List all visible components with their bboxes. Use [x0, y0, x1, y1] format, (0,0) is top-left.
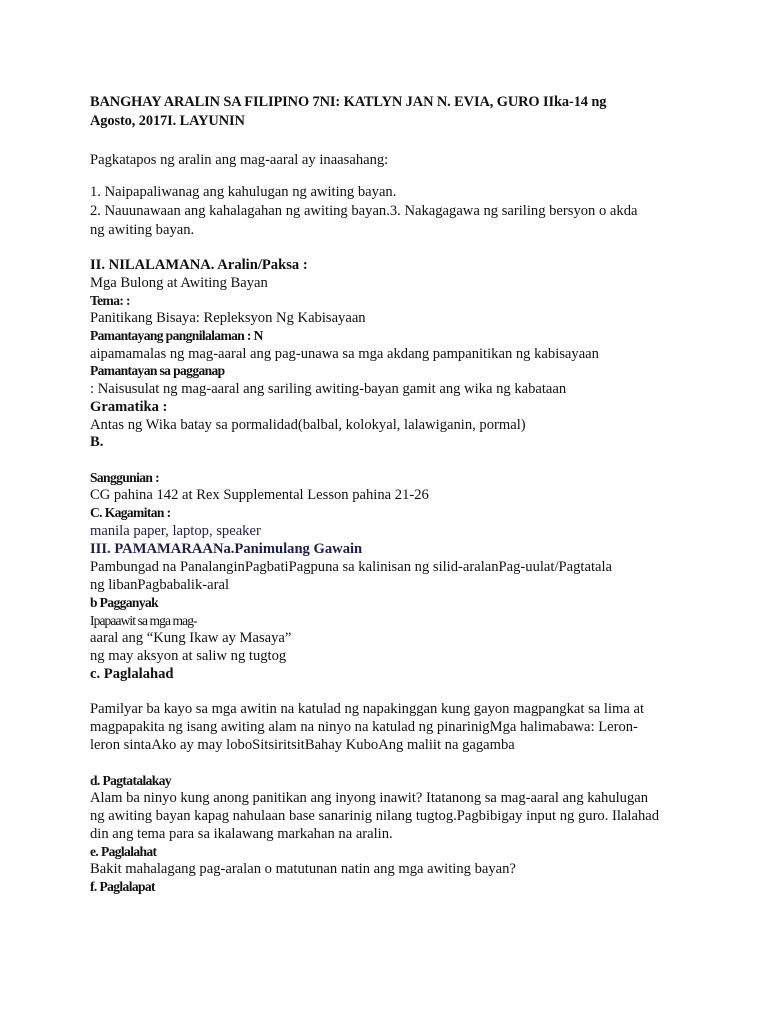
paglalahad-line1: Pamilyar ba kayo sa mga awitin na katulad ng napakinggan kung gayon magpangkat sa lima at [90, 701, 645, 717]
paglalahad-label: c. Paglalahad [90, 666, 174, 682]
objective-2-line2: ng awiting bayan. [90, 222, 195, 238]
sanggunian-label: Sanggunian : [90, 470, 159, 485]
document-title-line1: BANGHAY ARALIN SA FILIPINO 7NI: KATLYN JAN N. EVIA, GURO IIka-14 ng [90, 94, 607, 110]
document-title-line2: Agosto, 2017I. LAYUNIN [90, 113, 245, 129]
pagganyak-line3: ng may aksyon at saliw ng tugtog [90, 648, 287, 664]
pagtatalakay-line3: din ang tema para sa ikalawang markahan na aralin. [90, 826, 393, 842]
paglalahad-line2: magpapakita ng isang awiting alam na ninyo na katulad ng pinarinigMga halimabawa: Leron- [90, 719, 638, 735]
pamantayan-label: Pamantayang pangnilalaman : N [90, 328, 263, 343]
panimula-line1: Pambungad na PanalanginPagbatiPagpuna sa kalinisan ng silid-aralanPag-uulat/Pagtatala [90, 559, 613, 575]
paglalahad-line3: leron sintaAko ay may loboSitsiritsitBahay KuboAng maliit na gagamba [90, 737, 515, 753]
pagtatalakay-line2: ng awiting bayan kapag nahulaan base sanarinig nilang tugtog.Pagbibigay input ng guro. Ilalahad [90, 808, 660, 824]
kagamitan-label: C. Kagamitan : [90, 505, 171, 520]
paglalapat-label: f. Paglalapat [90, 879, 155, 894]
pagganyak-label: b Pagganyak [90, 595, 159, 610]
section-2-heading: II. NILALAMANA. Aralin/Paksa : [90, 257, 308, 273]
tema-value: Panitikang Bisaya: Repleksyon Ng Kabisayaan [90, 310, 366, 326]
section-2-topic: Mga Bulong at Awiting Bayan [90, 275, 268, 291]
objective-1: 1. Naipapaliwanag ang kahulugan ng awiting bayan. [90, 184, 397, 200]
panimula-line2: ng libanPagbabalik-aral [90, 577, 229, 593]
sanggunian-value: CG pahina 142 at Rex Supplemental Lesson pahina 21-26 [90, 487, 429, 503]
pagtatalakay-line1: Alam ba ninyo kung anong panitikan ang inyong inawit? Itatanong sa mag-aaral ang kahulugan [90, 790, 649, 806]
pamantayan-value: aipamamalas ng mag-aaral ang pag-unawa sa mga akdang pampanitikan ng kabisayaan [90, 346, 599, 362]
tema-label: Tema: : [90, 293, 130, 308]
pagganyak-line1: Ipapaawit sa mga mag- [90, 613, 197, 628]
pagganyak-line2: aaral ang “Kung Ikaw ay Masaya” [90, 630, 292, 646]
gramatika-value: Antas ng Wika batay sa pormalidad(balbal, kolokyal, lalawiganin, pormal) [90, 417, 526, 433]
kagamitan-value: manila paper, laptop, speaker [90, 523, 261, 539]
pagtatalakay-label: d. Pagtatalakay [90, 773, 172, 788]
gramatika-label: Gramatika : [90, 399, 168, 415]
pagganap-value: : Naisusulat ng mag-aaral ang sariling awiting-bayan gamit ang wika ng kabataan [90, 381, 567, 397]
section-3-heading: III. PAMAMARAANa.Panimulang Gawain [90, 541, 363, 557]
paglalahat-value: Bakit mahalagang pag-aralan o matutunan natin ang mga awiting bayan? [90, 861, 516, 877]
objectives-intro: Pagkatapos ng aralin ang mag-aaral ay inaasahang: [90, 152, 389, 168]
pagganap-label: Pamantayan sa pagganap [90, 363, 225, 378]
section-b-label: B. [90, 434, 104, 450]
objective-2-line1: 2. Nauunawaan ang kahalagahan ng awiting bayan.3. Nakagagawa ng sariling bersyon o akda [90, 203, 638, 219]
paglalahat-label: e. Paglalahat [90, 844, 157, 859]
